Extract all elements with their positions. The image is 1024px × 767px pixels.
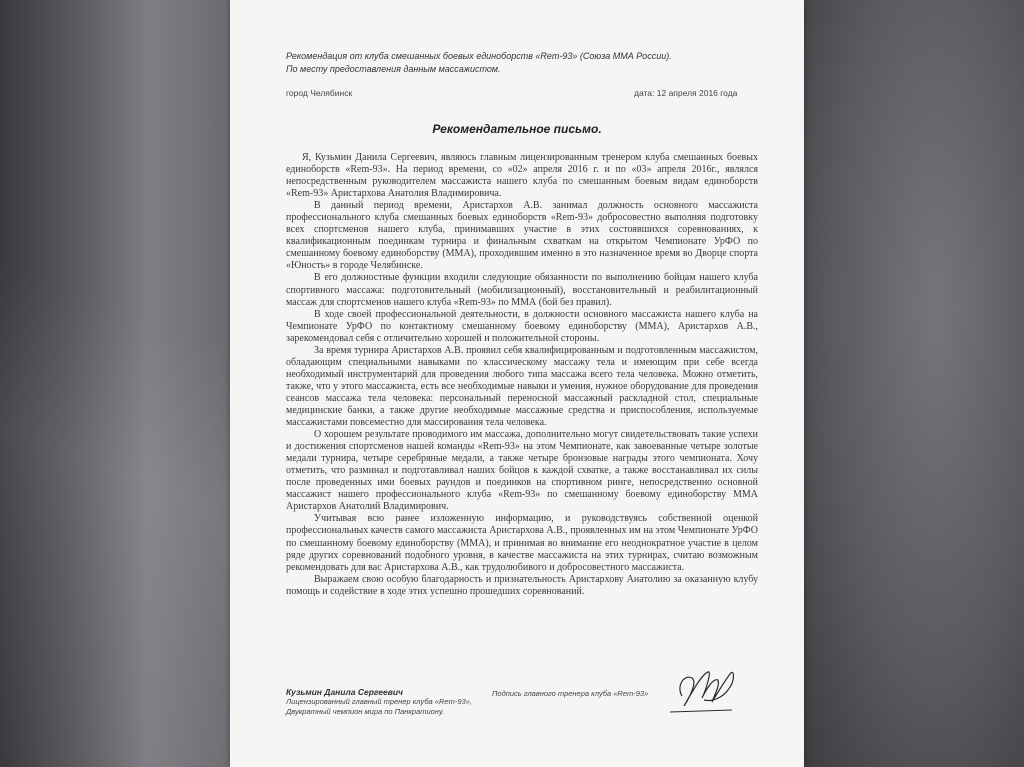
city-label: город Челябинск — [286, 88, 353, 98]
signer-title-2: Двукратный чемпион мира по Панкратиону. — [286, 707, 445, 716]
slide-background-right — [804, 0, 1024, 767]
paragraph-1: Я, Кузьмин Данила Сергеевич, являюсь главным лицензированным тренером клуба смешанных боевых единоборств «Rem-93». На период времени, со «02» апреля 2016 г. и по «03» апреля 2016г., являлся непосредственным руководителем массажиста нашего клуба по смешанным боевым видам единоборств «Rem-93» Аристархова Анатолия Владимировича. — [286, 152, 758, 200]
letter-body — [286, 152, 758, 598]
header-line-1: Рекомендация от клуба смешанных боевых единоборств «Rem-93» (Союза ММА России). — [286, 51, 672, 61]
letter-header — [286, 50, 766, 76]
paragraph-4: В ходе своей профессиональной деятельности, в должности основного массажиста нашего клуба на Чемпионате УрФО по контактному смешанному боевому единоборству (ММА), Аристархов А.В., зарекомендовал себя с отличительно хорошей и положительной стороны. — [286, 308, 758, 344]
signer-title-1: Лицензированный главный тренер клуба «Rem-93», — [286, 697, 472, 706]
paragraph-5: За время турнира Аристархов А.В. проявил себя квалифицированным и подготовленным массажистом, обладающим специальными навыками по классическому массажу тела и имеющим при себе всегда необходимый инструментарий для проведения любого типа массажа всего тела человека. Можно отметить, также, что у этого массажиста, есть все необходимые навыки и умения, нужное оборудование для проведения сеансов массажа тела человека: персональный переносной массажный раскладной стол, специальные медицинские банки, а также другие необходимые массажные средства и приспособления, используемые массажистами повсеместно для массирования тела человека. — [286, 344, 758, 429]
slide-background-left — [0, 0, 230, 767]
handwritten-signature — [662, 656, 742, 718]
paragraph-2: В данный период времени, Аристархов А.В. занимал должность основного массажиста профессионального клуба смешанных боевых единоборств «Rem-93» добросовестно выполняя подготовку всех спортсменов нашего клуба, принимавших участие в этих состоявшихся соревнованиях, к квалификационным поединкам турнира и финальным схваткам на открытом Чемпионате УрФО по смешанному боевому единоборству (ММА), проходившим именно в это назначенное время во Дворце спорта «Юность» в городе Челябинске. — [286, 200, 758, 272]
letter-title: Рекомендательное письмо. — [432, 122, 602, 136]
paragraph-8: Выражаем свою особую благодарность и признательность Аристархову Анатолию за оказанную клубу помощь и содействие в ходе этих успешно прошедших соревнований. — [286, 573, 758, 597]
paragraph-3: В его должностные функции входили следующие обязанности по выполнению бойцам нашего клуба спортивного массажа: подготовительный (мобилизационный), восстановительный и реабилитационный массаж для спортсменов нашего клуба «Rem-93» по ММА (бой без правил). — [286, 272, 758, 308]
signer-name: Кузьмин Данила Сергеевич — [286, 687, 403, 697]
signature-caption: Подпись главного тренера клуба «Rem-93» — [492, 689, 649, 698]
paragraph-6: О хорошем результате проводимого им массажа, дополнительно могут свидетельствовать такие успехи и достижения спортсменов нашей команды «Rem-93» на этом Чемпионате, как завоеванные четыре золотые медали турнира, четыре серебряные медали, а также четыре бронзовые награды этого чемпионата. Хочу отметить, что разминал и подготавливал наших бойцов к каждой схватке, а также восстанавливал их силы после проведенных ими боевых раундов и поединков на спортивном ринге, непосредственно основной массажист нашего профессионального клуба «Rem-93» по смешанному боевому единоборству ММА Аристархов Анатолий Владимирович. — [286, 429, 758, 513]
paragraph-7: Учитывая всю ранее изложенную информацию, и руководствуясь собственной оценкой профессиональных качеств самого массажиста Аристархова А.В., проявленных им на этом Чемпионате УрФО по смешанному боевому единоборству (ММА), и принимая во внимание его неоднократное участие в целом ряде других соревнований подобного уровня, в качестве массажиста на этих турнирах, считаю возможным рекомендовать для вас Аристархова А.В., как трудолюбивого и добросовестного массажиста. — [286, 513, 758, 573]
header-line-2: По месту предоставления данным массажистом. — [286, 64, 501, 74]
date-label: дата: 12 апреля 2016 года — [634, 88, 738, 98]
document-page — [230, 0, 804, 767]
